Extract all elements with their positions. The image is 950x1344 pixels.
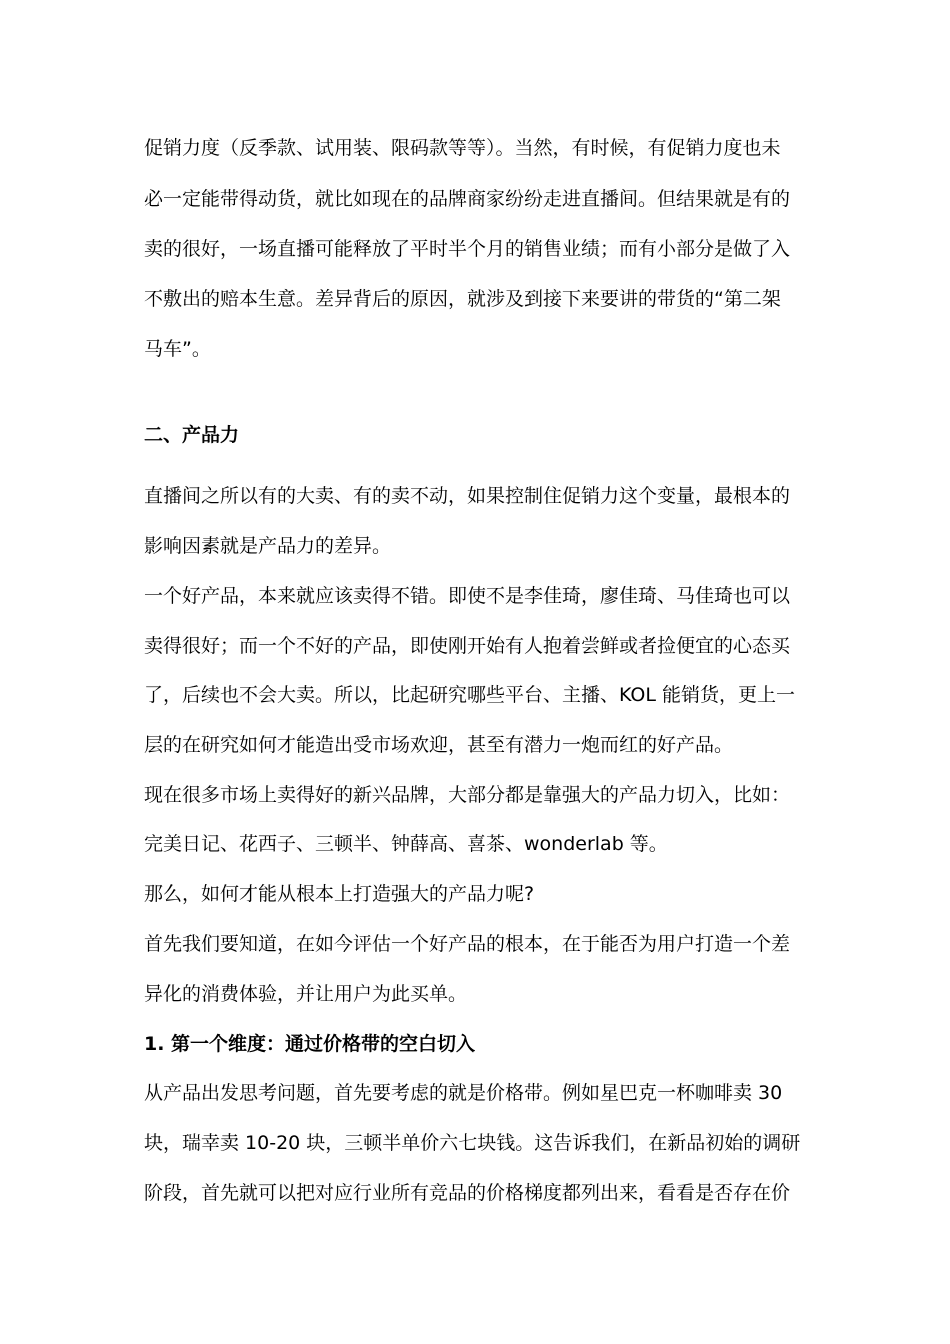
section-heading: 二、产品力: [144, 424, 240, 446]
paragraph-line: 卖的很好，一场直播可能释放了平时半个月的销售业绩；而有小部分是做了入: [144, 238, 791, 260]
paragraph-line: 促销力度（反季款、试用装、限码款等等）。当然，有时候，有促销力度也未: [144, 137, 781, 159]
paragraph-line: 异化的消费体验，并让用户为此买单。: [144, 983, 468, 1005]
paragraph-line: 从产品出发思考问题，首先要考虑的就是价格带。例如星巴克一杯咖啡卖 30: [144, 1082, 783, 1104]
paragraph-line: 完美日记、花西子、三顿半、钟薛高、喜茶、wonderlab 等。: [144, 833, 668, 855]
paragraph-line: 那么，如何才能从根本上打造强大的产品力呢?: [144, 883, 535, 905]
paragraph-line: 了，后续也不会大卖。所以，比起研究哪些平台、主播、KOL 能销货，更上一: [144, 684, 796, 706]
paragraph-line: 影响因素就是产品力的差异。: [144, 535, 392, 557]
paragraph-line: 现在很多市场上卖得好的新兴品牌，大部分都是靠强大的产品力切入，比如：: [144, 784, 791, 806]
paragraph-line: 必一定能带得动货，就比如现在的品牌商家纷纷走进直播间。但结果就是有的: [144, 188, 791, 210]
paragraph-line: 马车”。: [144, 338, 211, 360]
paragraph-line: 卖得很好；而一个不好的产品，即使刚开始有人抱着尝鲜或者捡便宜的心态买: [144, 635, 791, 657]
paragraph-line: 首先我们要知道，在如今评估一个好产品的根本，在于能否为用户打造一个差: [144, 933, 791, 955]
paragraph-line: 阶段，首先就可以把对应行业所有竞品的价格梯度都列出来，看看是否存在价: [144, 1182, 791, 1204]
paragraph-line: 块，瑞幸卖 10-20 块，三顿半单价六七块钱。这告诉我们，在新品初始的调研: [144, 1132, 801, 1154]
paragraph-line: 层的在研究如何才能造出受市场欢迎，甚至有潜力一炮而红的好产品。: [144, 734, 734, 756]
paragraph-line: 直播间之所以有的大卖、有的卖不动，如果控制住促销力这个变量，最根本的: [144, 485, 791, 507]
paragraph-line: 一个好产品，本来就应该卖得不错。即使不是李佳琦，廖佳琦、马佳琦也可以: [144, 585, 791, 607]
paragraph-line: 不敷出的赔本生意。差异背后的原因，就涉及到接下来要讲的带货的“第二架: [144, 288, 781, 310]
subsection-heading: 1. 第一个维度：通过价格带的空白切入: [144, 1033, 476, 1055]
